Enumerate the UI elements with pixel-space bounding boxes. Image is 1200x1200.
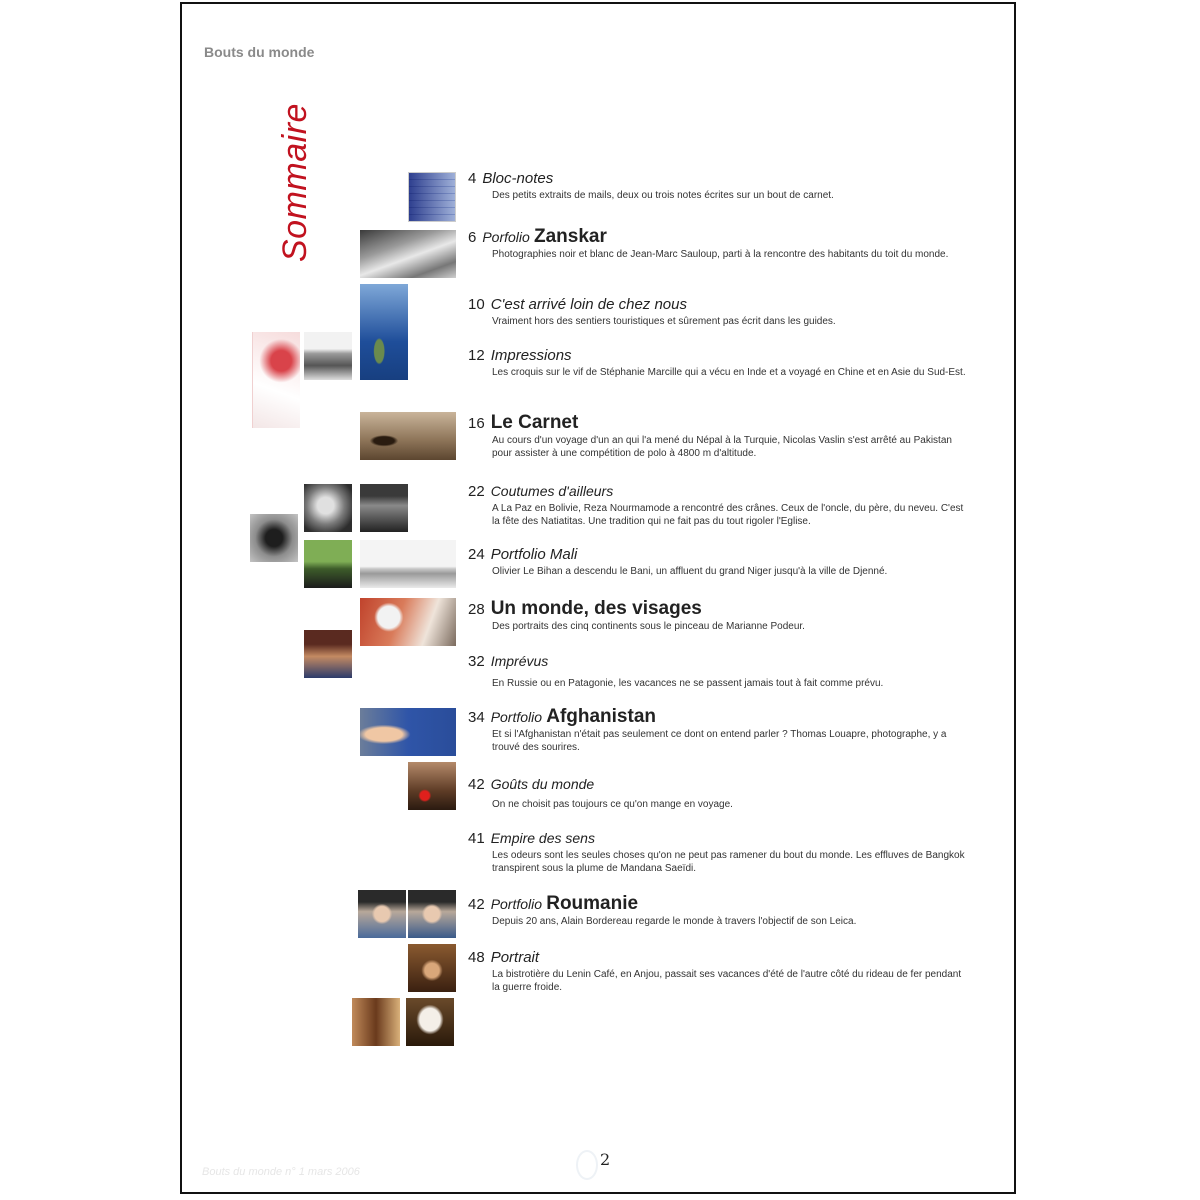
entry-page: 4	[468, 170, 477, 187]
thumb-women	[304, 630, 352, 678]
thumb-zanskar	[360, 230, 456, 278]
entry-page: 28	[468, 601, 485, 618]
entry-title: C'est arrivé loin de chez nous	[490, 296, 687, 313]
toc-entry[interactable]	[468, 600, 968, 633]
entry-title: Le Carnet	[490, 412, 579, 433]
thumb-mountains	[304, 332, 352, 380]
toc-entry[interactable]	[468, 414, 968, 460]
entry-title: Un monde, des visages	[490, 598, 702, 619]
thumb-sketch	[252, 332, 300, 428]
toc-entry[interactable]	[468, 228, 968, 261]
toc-entry[interactable]	[468, 775, 968, 811]
toc-entry[interactable]	[468, 652, 968, 690]
entry-description: Photographies noir et blanc de Jean-Marc Sauloup, parti à la rencontre des habitants du toit du monde.	[492, 249, 949, 260]
entry-title: Impressions	[490, 347, 572, 364]
entry-title: Imprévus	[490, 653, 549, 669]
entry-description: Depuis 20 ans, Alain Bordereau regarde le monde à travers l'objectif de son Leica.	[492, 916, 857, 927]
entry-page: 24	[468, 546, 485, 563]
toc-entry[interactable]	[468, 170, 968, 202]
entry-page: 48	[468, 949, 485, 966]
thumb-cafe	[352, 998, 400, 1046]
entry-title: Roumanie	[546, 893, 639, 914]
entry-page: 6	[468, 229, 477, 246]
thumb-lenin-bust	[406, 998, 454, 1046]
thumb-roumanie-1	[358, 890, 406, 938]
thumb-skull	[304, 484, 352, 532]
entry-prefix: Portfolio	[490, 709, 543, 725]
thumb-roumanie-2	[408, 890, 456, 938]
masthead: Bouts du monde	[204, 44, 315, 60]
toc-entry[interactable]	[468, 296, 968, 328]
entry-page: 42	[468, 896, 485, 913]
entry-prefix: Porfolio	[482, 229, 530, 245]
thumb-mali	[360, 540, 456, 588]
entry-description: Vraiment hors des sentiers touristiques et sûrement pas écrit dans les guides.	[492, 316, 836, 327]
toc-entry[interactable]	[468, 347, 968, 379]
toc-entry[interactable]	[468, 546, 968, 578]
logo-icon	[576, 1150, 598, 1180]
entry-description: La bistrotière du Lenin Café, en Anjou, passait ses vacances d'été de l'autre côté du rideau de fer pendant la guerre froide.	[492, 969, 962, 993]
toc-entry[interactable]	[468, 829, 968, 875]
entry-page: 34	[468, 709, 485, 726]
toc-entry[interactable]	[468, 895, 968, 928]
entry-page: 41	[468, 830, 485, 847]
magazine-page	[180, 2, 1016, 1194]
thumb-portrait	[408, 944, 456, 992]
entry-title: Portrait	[490, 949, 540, 966]
entry-title: Portfolio Mali	[490, 546, 578, 563]
entry-page: 10	[468, 296, 485, 313]
entry-page: 22	[468, 483, 485, 500]
entry-description: Olivier Le Bihan a descendu le Bani, un affluent du grand Niger jusqu'à la ville de Djenné.	[492, 566, 888, 577]
page-footer: Bouts du monde n° 1 mars 2006	[202, 1166, 360, 1178]
thumb-figure	[250, 514, 298, 562]
page-number: 2	[600, 1150, 611, 1169]
thumb-le-carnet	[360, 412, 456, 460]
entry-description: Et si l'Afghanistan n'était pas seulement ce dont on entend parler ? Thomas Louapre, photographe, y a trouvé des sourires.	[492, 729, 947, 753]
entry-title: Coutumes d'ailleurs	[490, 483, 614, 499]
entry-page: 12	[468, 347, 485, 364]
thumb-crowd	[304, 540, 352, 588]
entry-title: Zanskar	[533, 226, 607, 247]
entry-title: Bloc-notes	[482, 170, 554, 187]
entry-description: Au cours d'un voyage d'un an qui l'a mené du Népal à la Turquie, Nicolas Vaslin s'est arrêté au Pakistan pour assister à une compétition de polo à 4800 m d'altitude.	[492, 435, 952, 459]
entry-description: Des portraits des cinq continents sous le pinceau de Marianne Podeur.	[492, 621, 805, 632]
entry-page: 42	[468, 776, 485, 793]
thumb-gouts	[408, 762, 456, 810]
thumb-painted-face	[360, 598, 456, 646]
toc-entry[interactable]	[468, 482, 968, 528]
toc-entry[interactable]	[468, 949, 968, 994]
toc-entry[interactable]	[468, 708, 968, 754]
entry-description: Des petits extraits de mails, deux ou trois notes écrites sur un bout de carnet.	[492, 190, 834, 201]
entry-title: Goûts du monde	[490, 776, 595, 792]
entry-prefix: Portfolio	[490, 896, 543, 912]
entry-description: Les odeurs sont les seules choses qu'on ne peut pas ramener du bout du monde. Les effluves de Bangkok transpirent sous la plume de Mandana Saeïdi.	[492, 850, 965, 874]
entry-description: On ne choisit pas toujours ce qu'on mange en voyage.	[492, 799, 733, 810]
page-title: Sommaire	[276, 103, 314, 262]
thumb-face	[360, 484, 408, 532]
thumb-afghanistan	[360, 708, 456, 756]
entry-page: 16	[468, 415, 485, 432]
entry-title: Empire des sens	[490, 830, 595, 846]
thumb-ocean	[360, 284, 408, 380]
entry-description: Les croquis sur le vif de Stéphanie Marcille qui a vécu en Inde et a voyagé en Chine et en Asie du Sud-Est.	[492, 367, 966, 378]
thumb-bloc-notes	[408, 172, 456, 222]
entry-description: A La Paz en Bolivie, Reza Nourmamode a rencontré des crânes. Ceux de l'oncle, du père, du neveu. C'est la fête des Natiatitas. Une tradition qui ne fait pas du tout rigoler l'Eglise.	[492, 503, 964, 527]
entry-description: En Russie ou en Patagonie, les vacances ne se passent jamais tout à fait comme prévu.	[492, 678, 884, 689]
entry-page: 32	[468, 653, 485, 670]
entry-title: Afghanistan	[546, 706, 656, 727]
